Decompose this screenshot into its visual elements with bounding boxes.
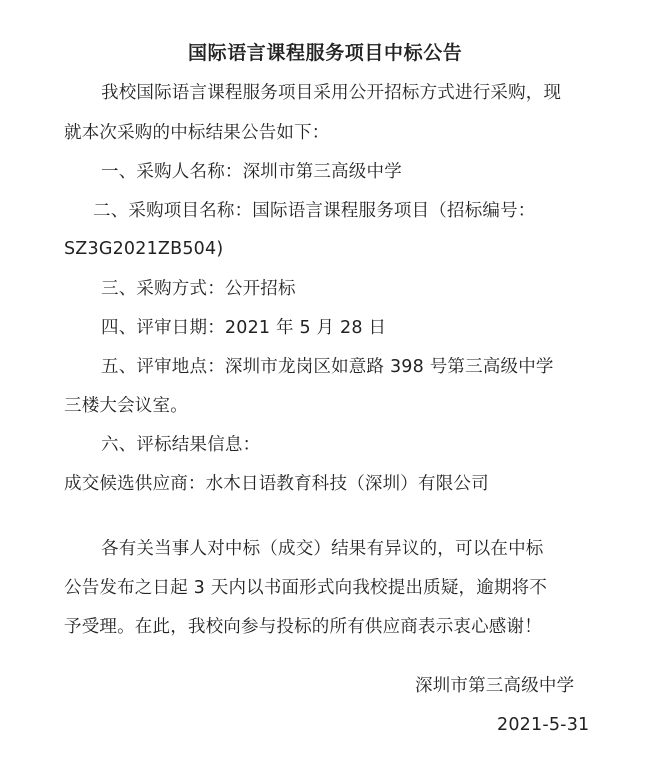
notice-line-3: 予受理。在此，我校向参与投标的所有供应商表示衷心感谢！ — [64, 617, 542, 637]
item-project-line-1: 二、采购项目名称：国际语言课程服务项目（招标编号： — [93, 201, 536, 221]
intro-line-1: 我校国际语言课程服务项目采用公开招标方式进行采购，现 — [101, 83, 562, 103]
item-review-date: 四、评审日期：2021 年 5 月 28 日 — [101, 318, 387, 338]
item-project-line-2: SZ3G2021ZB504) — [64, 239, 224, 259]
item-review-place-line-2: 三楼大会议室。 — [64, 396, 188, 416]
signature-date: 2021-5-31 — [497, 715, 590, 735]
intro-line-2: 就本次采购的中标结果公告如下： — [64, 123, 330, 143]
item-result-heading: 六、评标结果信息： — [101, 435, 261, 455]
item-method: 三、采购方式：公开招标 — [101, 279, 296, 299]
item-review-place-line-1: 五、评审地点：深圳市龙岗区如意路 398 号第三高级中学 — [101, 357, 554, 377]
document-title: 国际语言课程服务项目中标公告 — [188, 42, 463, 64]
item-supplier: 成交候选供应商：水木日语教育科技（深圳）有限公司 — [64, 474, 489, 494]
item-purchaser: 一、采购人名称：深圳市第三高级中学 — [101, 162, 402, 182]
notice-line-2: 公告发布之日起 3 天内以书面形式向我校提出质疑，逾期将不 — [64, 578, 548, 598]
signature-organization: 深圳市第三高级中学 — [415, 676, 575, 696]
notice-line-1: 各有关当事人对中标（成交）结果有异议的，可以在中标 — [101, 539, 544, 559]
